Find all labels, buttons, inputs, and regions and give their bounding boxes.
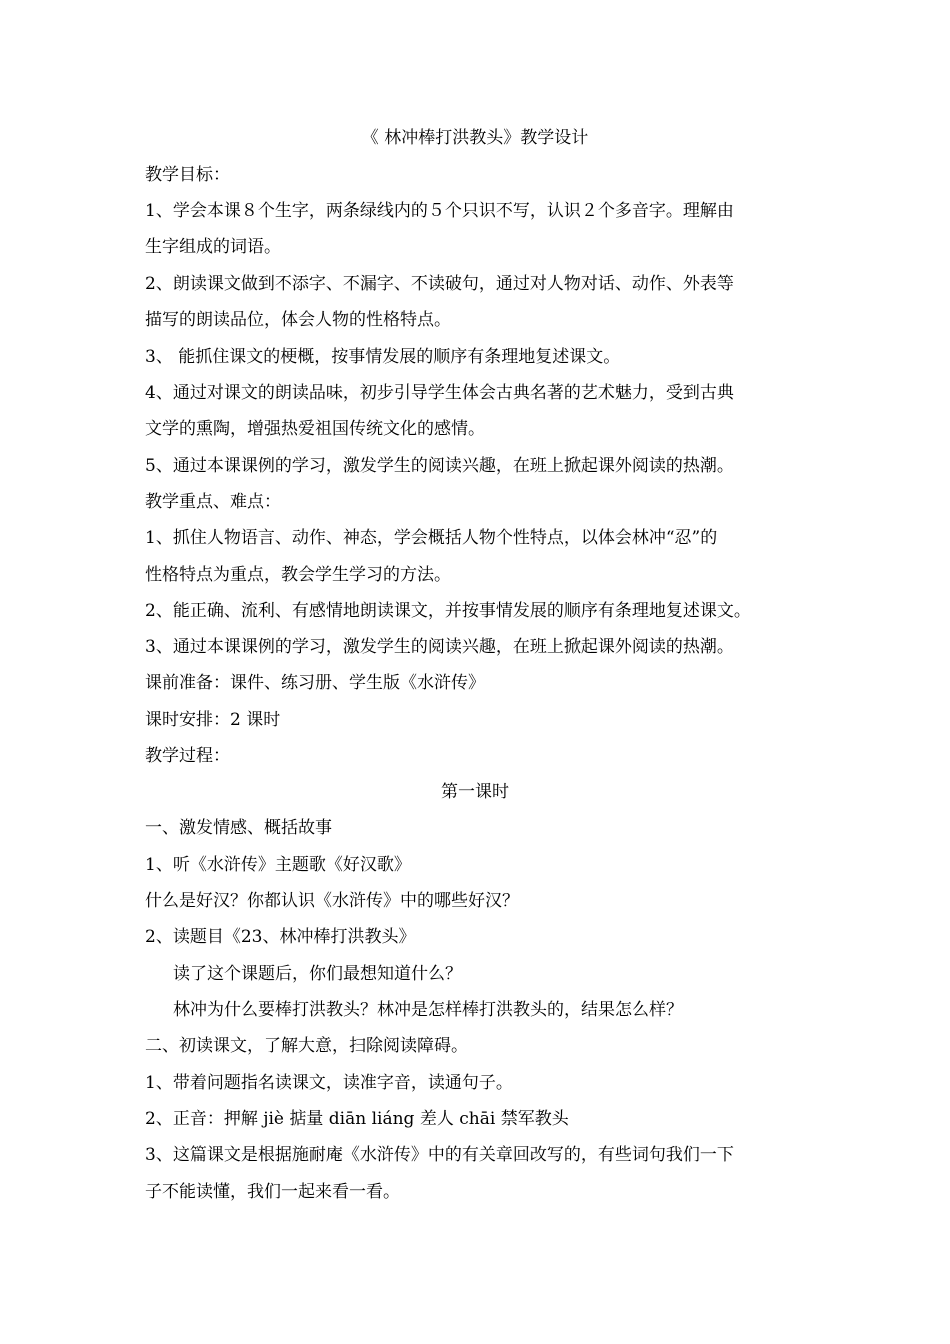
text-line: 3、这篇课文是根据施耐庵《水浒传》中的有关章回改写的，有些词句我们一下 (145, 1145, 734, 1165)
section-title: 第一课时 (441, 782, 509, 802)
text-line: 1、听《水浒传》主题歌《好汉歌》 (145, 855, 411, 875)
text-line: 课时安排：2 课时 (145, 710, 281, 730)
text-line: 子不能读懂，我们一起来看一看。 (145, 1182, 400, 1202)
text-line: 2、读题目《23、林冲棒打洪教头》 (145, 927, 416, 947)
text-line: 1、带着问题指名读课文，读准字音，读通句子。 (145, 1073, 513, 1093)
text-line: 2、正音：押解 jiè 掂量 diān liáng 差人 chāi 禁军教头 (145, 1109, 569, 1129)
text-line: 2、朗读课文做到不添字、不漏字、不读破句，通过对人物对话、动作、外表等 (145, 274, 734, 294)
text-line: 什么是好汉？你都认识《水浒传》中的哪些好汉？ (145, 891, 519, 911)
text-line: 二、初读课文，了解大意，扫除阅读障碍。 (145, 1036, 468, 1056)
document-title: 《 林冲棒打洪教头》教学设计 (361, 128, 589, 148)
text-line: 5、通过本课课例的学习，激发学生的阅读兴趣，在班上掀起课外阅读的热潮。 (145, 456, 734, 476)
text-line: 1、抓住人物语言、动作、神态，学会概括人物个性特点，以体会林冲“忍”的 (145, 528, 718, 548)
text-line: 教学过程： (145, 746, 230, 766)
text-line: 课前准备：课件、练习册、学生版《水浒传》 (145, 673, 485, 693)
text-line: 1、学会本课８个生字，两条绿线内的５个只识不写，认识２个多音字。理解由 (145, 201, 734, 221)
text-line: 性格特点为重点，教会学生学习的方法。 (145, 565, 451, 585)
indented-line: 读了这个课题后，你们最想知道什么？ (173, 964, 462, 984)
indented-line: 林冲为什么要棒打洪教头？林冲是怎样棒打洪教头的，结果怎么样？ (173, 1000, 683, 1020)
text-line: 2、能正确、流利、有感情地朗读课文，并按事情发展的顺序有条理地复述课文。 (145, 601, 751, 621)
text-line: 3、通过本课课例的学习，激发学生的阅读兴趣，在班上掀起课外阅读的热潮。 (145, 637, 734, 657)
text-line: 描写的朗读品位，体会人物的性格特点。 (145, 310, 451, 330)
text-line: 生字组成的词语。 (145, 237, 281, 257)
text-line: 教学重点、难点： (145, 492, 281, 512)
text-line: 文学的熏陶，增强热爱祖国传统文化的感情。 (145, 419, 485, 439)
text-line: 4、通过对课文的朗读品味，初步引导学生体会古典名著的艺术魅力，受到古典 (145, 383, 734, 403)
text-line: 3、 能抓住课文的梗概，按事情发展的顺序有条理地复述课文。 (145, 347, 621, 367)
text-line: 一、激发情感、概括故事 (145, 818, 332, 838)
text-line: 教学目标： (145, 165, 230, 185)
